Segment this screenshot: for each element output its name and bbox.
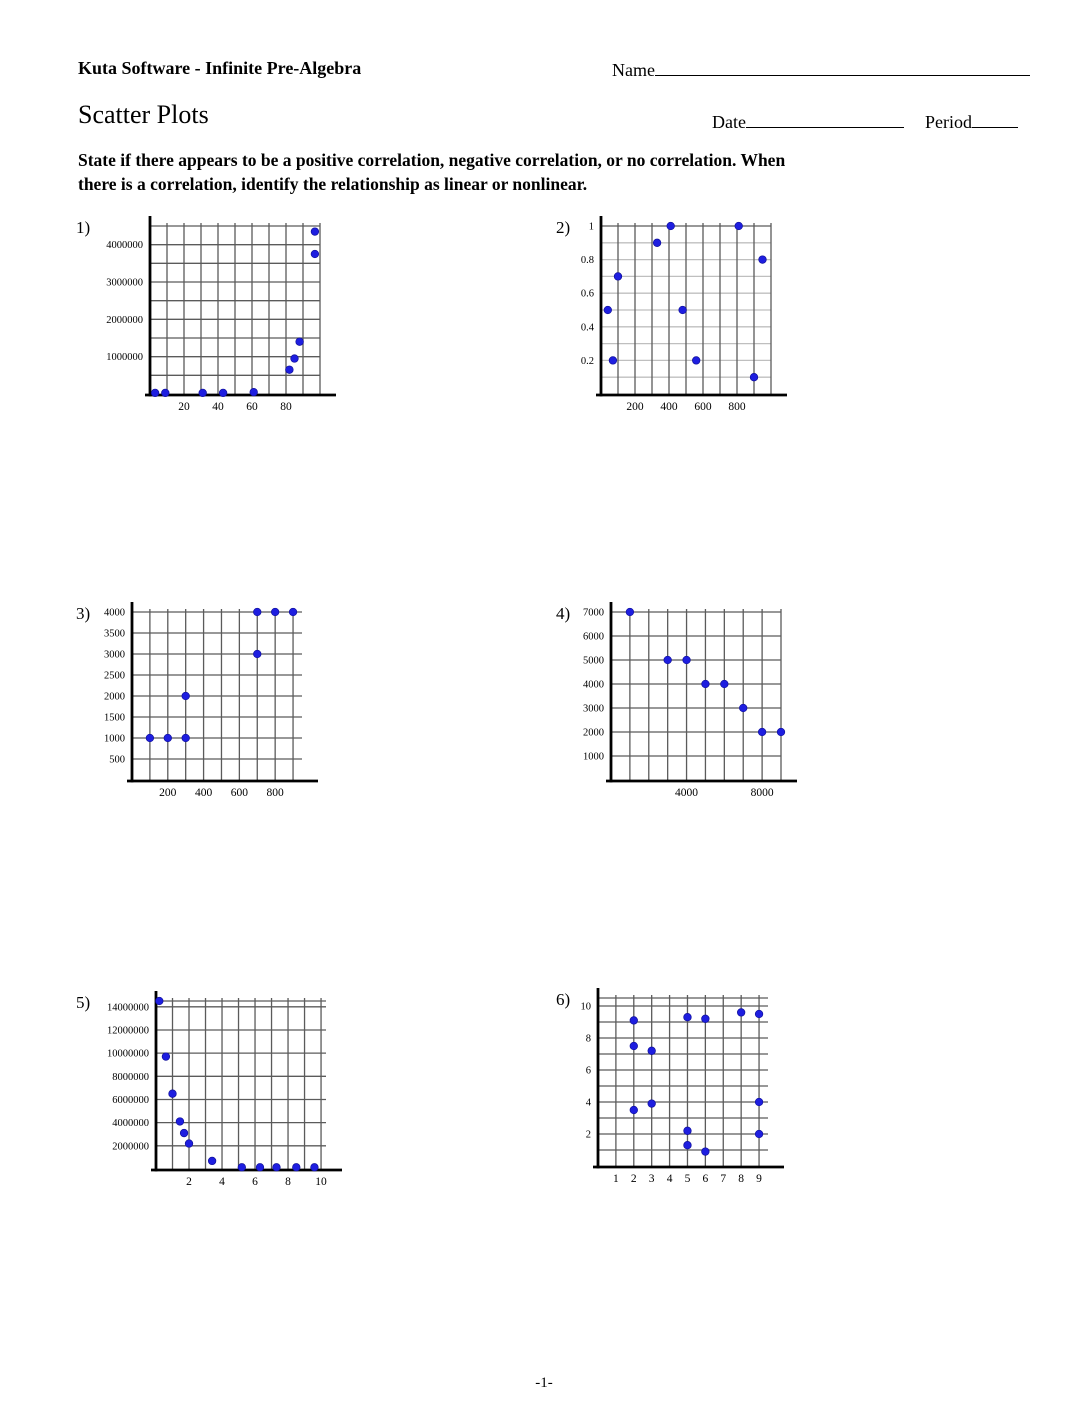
data-point — [162, 1053, 170, 1061]
data-point — [679, 306, 687, 314]
data-point — [311, 250, 319, 258]
date-period-fields — [712, 110, 1018, 133]
data-point — [271, 608, 279, 616]
x-tick-label: 800 — [728, 401, 746, 413]
scatter-plot-svg — [70, 602, 335, 804]
question-2-label: 2) — [556, 218, 571, 237]
data-point — [199, 389, 207, 397]
data-point — [238, 1163, 246, 1171]
data-point — [721, 680, 729, 688]
data-point — [156, 997, 164, 1005]
data-point — [256, 1163, 264, 1171]
question-4-label: 4) — [556, 604, 571, 623]
x-tick-label: 2 — [630, 1173, 637, 1185]
y-tick-label: 6 — [585, 1065, 591, 1077]
scatter-chart-3 — [70, 602, 335, 804]
data-point — [151, 389, 159, 397]
y-tick-label: 0.8 — [580, 255, 594, 267]
y-tick-label: 1000000 — [106, 352, 143, 364]
data-point — [630, 1106, 638, 1114]
x-tick-label: 200 — [159, 787, 177, 799]
x-tick-label: 2 — [186, 1176, 192, 1188]
y-tick-label: 1500 — [104, 712, 125, 724]
x-tick-label: 6 — [252, 1176, 258, 1188]
data-point — [759, 256, 767, 264]
y-tick-label: 7000 — [583, 607, 604, 619]
data-point — [169, 1090, 177, 1098]
y-tick-label: 12000000 — [107, 1025, 149, 1037]
y-tick-label: 2000000 — [112, 1141, 149, 1153]
x-tick-label: 8000 — [750, 787, 774, 799]
data-point — [664, 656, 672, 664]
y-tick-label: 4000000 — [106, 240, 143, 252]
y-tick-label: 2000 — [583, 727, 604, 739]
y-tick-label: 3500 — [104, 628, 125, 640]
x-tick-label: 7 — [720, 1173, 727, 1185]
scatter-plot-svg — [536, 988, 801, 1190]
data-point — [692, 357, 700, 365]
y-tick-label: 8000000 — [112, 1071, 149, 1083]
y-tick-label: 5000 — [583, 655, 604, 667]
y-tick-label: 2 — [585, 1129, 591, 1141]
x-tick-label: 20 — [178, 401, 190, 413]
data-point — [250, 388, 258, 396]
x-tick-label: 10 — [315, 1176, 327, 1188]
instructions-line-1: State if there appears to be a positive correlation, negative correlation, or no correlation. When — [78, 150, 786, 170]
y-tick-label: 2000000 — [106, 314, 143, 326]
data-point — [702, 1148, 710, 1156]
x-tick-label: 6 — [702, 1173, 709, 1185]
y-tick-label: 500 — [109, 754, 125, 766]
data-point — [146, 734, 154, 742]
data-point — [253, 608, 261, 616]
page-title: Scatter Plots — [78, 100, 209, 129]
period-blank-line — [972, 110, 1018, 128]
x-tick-label: 800 — [266, 787, 284, 799]
data-point — [684, 1141, 692, 1149]
data-point — [737, 1009, 745, 1017]
data-point — [604, 306, 612, 314]
x-tick-label: 600 — [694, 401, 712, 413]
scatter-chart-4 — [549, 602, 814, 804]
name-field — [612, 58, 1030, 81]
y-tick-label: 4000 — [104, 607, 125, 619]
y-tick-label: 4000 — [583, 679, 604, 691]
data-point — [653, 239, 661, 247]
y-tick-label: 3000000 — [106, 277, 143, 289]
x-tick-label: 5 — [684, 1173, 691, 1185]
y-tick-label: 2000 — [104, 691, 125, 703]
data-point — [630, 1017, 638, 1025]
data-point — [286, 366, 294, 374]
x-tick-label: 4000 — [675, 787, 699, 799]
data-point — [296, 338, 304, 346]
data-point — [219, 389, 227, 397]
data-point — [273, 1163, 281, 1171]
data-point — [182, 734, 190, 742]
question-3-label: 3) — [76, 604, 91, 623]
data-point — [180, 1129, 188, 1137]
data-point — [755, 1130, 763, 1138]
data-point — [735, 222, 743, 230]
data-point — [755, 1098, 763, 1106]
x-tick-label: 3 — [648, 1173, 655, 1185]
x-tick-label: 9 — [756, 1173, 762, 1185]
data-point — [609, 357, 617, 365]
data-point — [162, 389, 170, 397]
data-point — [758, 728, 766, 736]
x-tick-label: 80 — [280, 401, 292, 413]
data-point — [253, 650, 261, 658]
scatter-chart-5 — [94, 991, 359, 1193]
data-point — [311, 228, 319, 236]
scatter-plot-svg — [549, 602, 814, 804]
y-tick-label: 0.6 — [580, 288, 594, 300]
name-blank-line — [655, 58, 1030, 76]
data-point — [176, 1118, 184, 1126]
data-point — [702, 1015, 710, 1023]
y-tick-label: 4000000 — [112, 1118, 149, 1130]
data-point — [311, 1163, 319, 1171]
y-tick-label: 8 — [585, 1033, 591, 1045]
instructions — [78, 148, 978, 196]
y-tick-label: 6000 — [583, 631, 604, 643]
x-tick-label: 400 — [660, 401, 678, 413]
data-point — [614, 273, 622, 281]
page-number: -1- — [535, 1375, 553, 1391]
question-5-label: 5) — [76, 993, 91, 1012]
name-label: Name — [612, 60, 655, 80]
data-point — [750, 373, 758, 381]
y-tick-label: 3000 — [104, 649, 125, 661]
data-point — [208, 1157, 216, 1165]
instructions-line-2: there is a correlation, identify the relationship as linear or nonlinear. — [78, 174, 588, 194]
data-point — [185, 1140, 193, 1148]
y-tick-label: 1 — [588, 221, 594, 233]
data-point — [626, 608, 634, 616]
x-tick-label: 4 — [666, 1173, 673, 1185]
date-label: Date — [712, 112, 746, 132]
x-tick-label: 60 — [246, 401, 258, 413]
date-blank-line — [746, 110, 904, 128]
y-tick-label: 0.2 — [580, 355, 594, 367]
data-point — [648, 1100, 656, 1108]
scatter-plot-svg — [88, 216, 353, 418]
data-point — [684, 1127, 692, 1135]
y-tick-label: 1000 — [583, 751, 604, 763]
y-tick-label: 10000000 — [107, 1048, 149, 1060]
y-tick-label: 2500 — [104, 670, 125, 682]
data-point — [755, 1010, 763, 1018]
x-tick-label: 40 — [212, 401, 224, 413]
scatter-chart-2 — [539, 216, 804, 418]
y-tick-label: 3000 — [583, 703, 604, 715]
scatter-plot-svg — [94, 991, 359, 1193]
data-point — [739, 704, 747, 712]
x-tick-label: 4 — [219, 1176, 225, 1188]
x-tick-label: 600 — [230, 787, 248, 799]
data-point — [182, 692, 190, 700]
data-point — [702, 680, 710, 688]
y-tick-label: 6000000 — [112, 1094, 149, 1106]
data-point — [630, 1042, 638, 1050]
y-tick-label: 14000000 — [107, 1002, 149, 1014]
data-point — [667, 222, 675, 230]
y-tick-label: 10 — [580, 1001, 591, 1013]
x-tick-label: 8 — [738, 1173, 745, 1185]
scatter-chart-6 — [536, 988, 801, 1190]
data-point — [289, 608, 297, 616]
data-point — [683, 656, 691, 664]
y-tick-label: 1000 — [104, 733, 125, 745]
scatter-plot-svg — [539, 216, 804, 418]
data-point — [684, 1013, 692, 1021]
x-tick-label: 1 — [613, 1173, 619, 1185]
y-tick-label: 4 — [585, 1097, 591, 1109]
question-6-label: 6) — [556, 990, 571, 1009]
scatter-chart-1 — [88, 216, 353, 418]
x-tick-label: 200 — [626, 401, 644, 413]
data-point — [648, 1047, 656, 1055]
x-tick-label: 8 — [285, 1176, 291, 1188]
data-point — [291, 355, 299, 363]
y-tick-label: 0.4 — [580, 322, 594, 334]
x-tick-label: 400 — [194, 787, 213, 799]
period-label: Period — [924, 112, 972, 132]
data-point — [777, 728, 785, 736]
question-1-label: 1) — [76, 218, 91, 237]
brand-header: Kuta Software - Infinite Pre-Algebra — [78, 58, 362, 78]
data-point — [164, 734, 172, 742]
data-point — [292, 1163, 300, 1171]
